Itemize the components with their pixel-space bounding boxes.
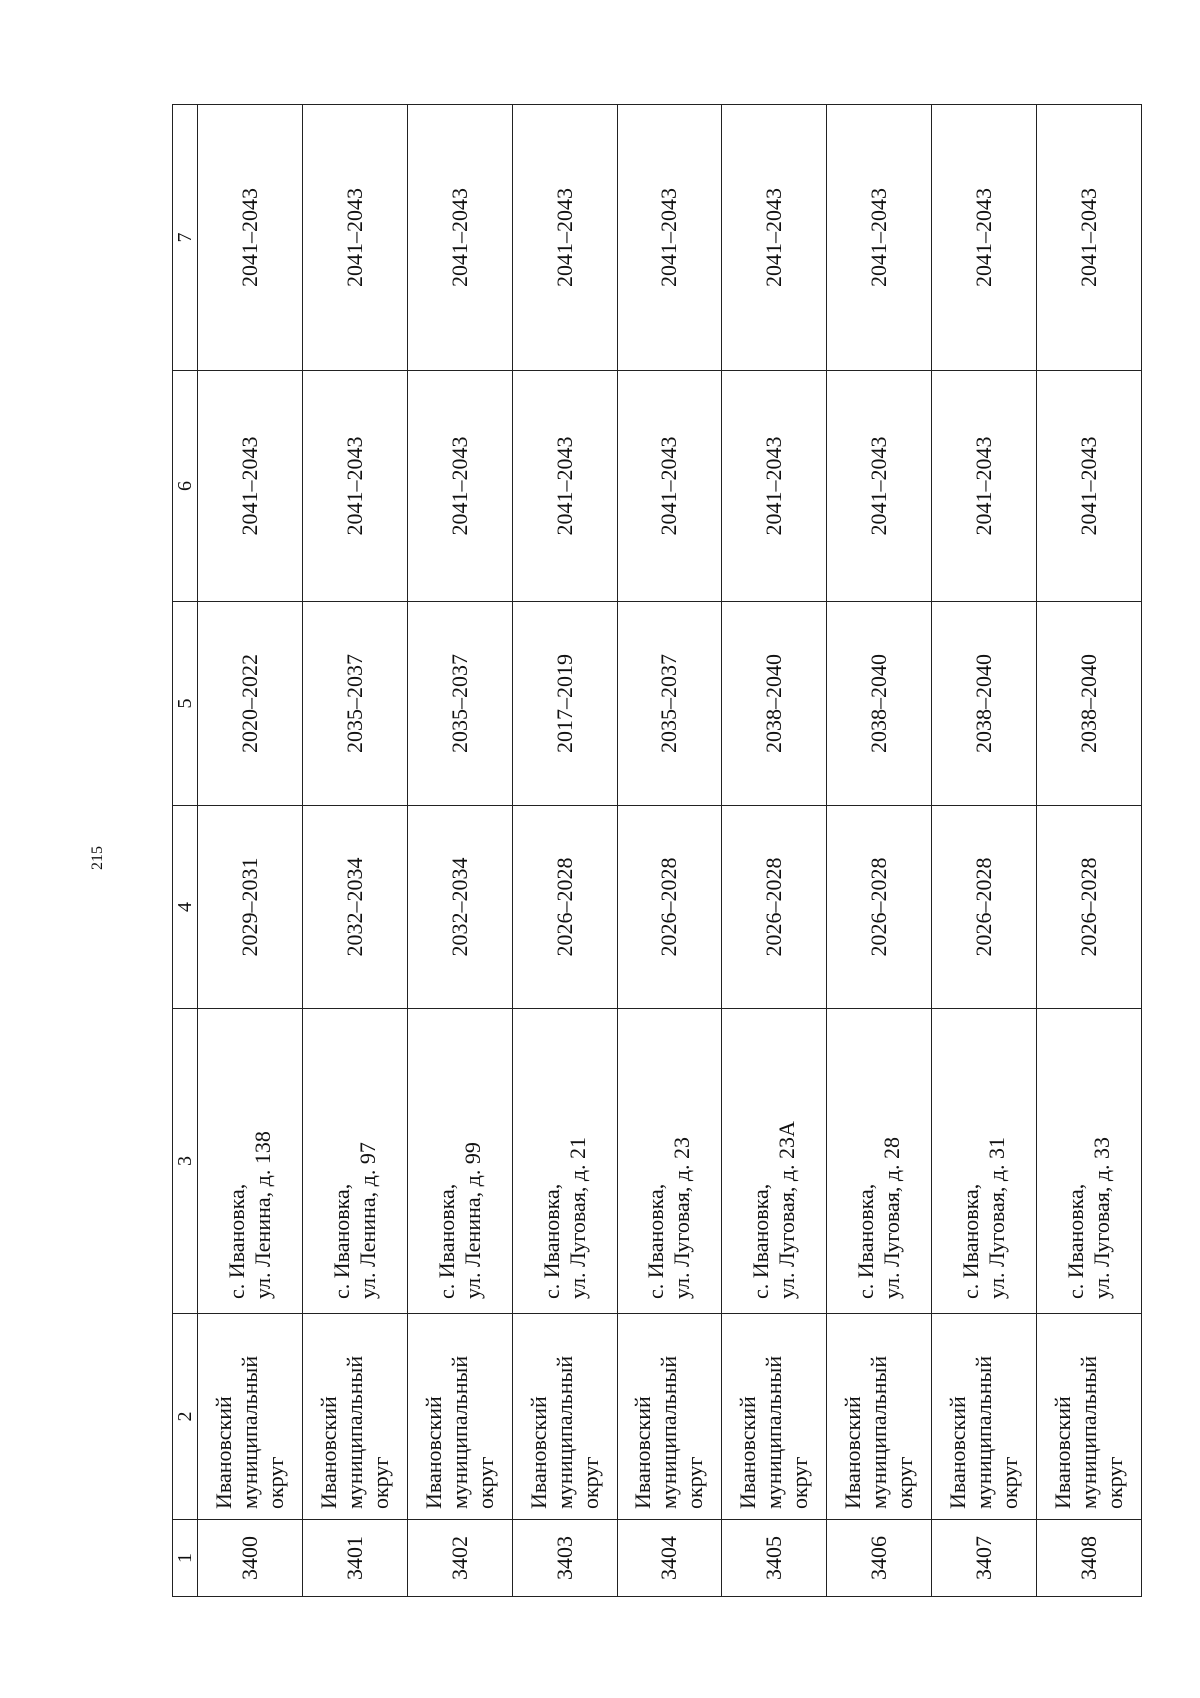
period-cell-6: 2041–2043 bbox=[198, 371, 303, 602]
period-cell-6: 2041–2043 bbox=[302, 371, 407, 602]
period-cell-5: 2035–2037 bbox=[407, 602, 512, 806]
address-cell: с. Ивановка, ул. Ленина, д. 99 bbox=[407, 1009, 512, 1314]
period-cell-6: 2041–2043 bbox=[722, 371, 827, 602]
row-number: 3407 bbox=[932, 1520, 1037, 1597]
address-cell: с. Ивановка, ул. Луговая, д. 28 bbox=[827, 1009, 932, 1314]
table-row bbox=[617, 105, 722, 1597]
header-cell-5: 5 bbox=[173, 602, 198, 806]
district-cell: Ивановский муниципальный округ bbox=[617, 1314, 722, 1520]
page-number: 215 bbox=[89, 846, 106, 870]
period-cell-4: 2026–2028 bbox=[722, 806, 827, 1009]
period-cell-5: 2035–2037 bbox=[617, 602, 722, 806]
table-row bbox=[302, 105, 407, 1597]
period-cell-7: 2041–2043 bbox=[407, 105, 512, 371]
schedule-table bbox=[172, 104, 1142, 1597]
header-cell-2: 2 bbox=[173, 1314, 198, 1520]
row-number: 3400 bbox=[198, 1520, 303, 1597]
period-cell-7: 2041–2043 bbox=[827, 105, 932, 371]
period-cell-4: 2026–2028 bbox=[512, 806, 617, 1009]
address-cell: с. Ивановка, ул. Ленина, д. 97 bbox=[302, 1009, 407, 1314]
district-cell: Ивановский муниципальный округ bbox=[512, 1314, 617, 1520]
period-cell-4: 2026–2028 bbox=[932, 806, 1037, 1009]
table-frame bbox=[172, 105, 1142, 1597]
period-cell-4: 2026–2028 bbox=[1037, 806, 1142, 1009]
address-cell: с. Ивановка, ул. Луговая, д. 23 bbox=[617, 1009, 722, 1314]
period-cell-4: 2032–2034 bbox=[407, 806, 512, 1009]
rotated-table-container bbox=[172, 105, 1142, 1597]
row-number: 3405 bbox=[722, 1520, 827, 1597]
table-row bbox=[1037, 105, 1142, 1597]
period-cell-7: 2041–2043 bbox=[302, 105, 407, 371]
period-cell-6: 2041–2043 bbox=[512, 371, 617, 602]
period-cell-4: 2026–2028 bbox=[617, 806, 722, 1009]
district-cell: Ивановский муниципальный округ bbox=[407, 1314, 512, 1520]
period-cell-6: 2041–2043 bbox=[932, 371, 1037, 602]
header-cell-6: 6 bbox=[173, 371, 198, 602]
address-cell: с. Ивановка, ул. Луговая, д. 31 bbox=[932, 1009, 1037, 1314]
row-number: 3402 bbox=[407, 1520, 512, 1597]
table-row bbox=[198, 105, 303, 1597]
period-cell-7: 2041–2043 bbox=[617, 105, 722, 371]
period-cell-6: 2041–2043 bbox=[827, 371, 932, 602]
table-row bbox=[932, 105, 1037, 1597]
table-body bbox=[198, 105, 1142, 1597]
row-number: 3406 bbox=[827, 1520, 932, 1597]
district-cell: Ивановский муниципальный округ bbox=[932, 1314, 1037, 1520]
address-cell: с. Ивановка, ул. Луговая, д. 21 bbox=[512, 1009, 617, 1314]
period-cell-6: 2041–2043 bbox=[407, 371, 512, 602]
district-cell: Ивановский муниципальный округ bbox=[198, 1314, 303, 1520]
period-cell-6: 2041–2043 bbox=[617, 371, 722, 602]
header-row bbox=[173, 105, 198, 1597]
district-cell: Ивановский муниципальный округ bbox=[1037, 1314, 1142, 1520]
address-cell: с. Ивановка, ул. Ленина, д. 138 bbox=[198, 1009, 303, 1314]
period-cell-7: 2041–2043 bbox=[198, 105, 303, 371]
header-cell-4: 4 bbox=[173, 806, 198, 1009]
table-header bbox=[173, 105, 198, 1597]
period-cell-5: 2020–2022 bbox=[198, 602, 303, 806]
row-number: 3401 bbox=[302, 1520, 407, 1597]
period-cell-5: 2038–2040 bbox=[932, 602, 1037, 806]
table-row bbox=[407, 105, 512, 1597]
period-cell-5: 2017–2019 bbox=[512, 602, 617, 806]
header-cell-7: 7 bbox=[173, 105, 198, 371]
table-row bbox=[827, 105, 932, 1597]
period-cell-5: 2038–2040 bbox=[827, 602, 932, 806]
period-cell-7: 2041–2043 bbox=[932, 105, 1037, 371]
period-cell-7: 2041–2043 bbox=[722, 105, 827, 371]
row-number: 3403 bbox=[512, 1520, 617, 1597]
period-cell-5: 2038–2040 bbox=[1037, 602, 1142, 806]
period-cell-5: 2035–2037 bbox=[302, 602, 407, 806]
district-cell: Ивановский муниципальный округ bbox=[827, 1314, 932, 1520]
period-cell-6: 2041–2043 bbox=[1037, 371, 1142, 602]
period-cell-4: 2026–2028 bbox=[827, 806, 932, 1009]
address-cell: с. Ивановка, ул. Луговая, д. 33 bbox=[1037, 1009, 1142, 1314]
period-cell-7: 2041–2043 bbox=[1037, 105, 1142, 371]
address-cell: с. Ивановка, ул. Луговая, д. 23А bbox=[722, 1009, 827, 1314]
period-cell-5: 2038–2040 bbox=[722, 602, 827, 806]
district-cell: Ивановский муниципальный округ bbox=[302, 1314, 407, 1520]
row-number: 3408 bbox=[1037, 1520, 1142, 1597]
district-cell: Ивановский муниципальный округ bbox=[722, 1314, 827, 1520]
header-cell-1: 1 bbox=[173, 1520, 198, 1597]
period-cell-4: 2029–2031 bbox=[198, 806, 303, 1009]
header-cell-3: 3 bbox=[173, 1009, 198, 1314]
table-row bbox=[722, 105, 827, 1597]
period-cell-7: 2041–2043 bbox=[512, 105, 617, 371]
period-cell-4: 2032–2034 bbox=[302, 806, 407, 1009]
table-row bbox=[512, 105, 617, 1597]
row-number: 3404 bbox=[617, 1520, 722, 1597]
